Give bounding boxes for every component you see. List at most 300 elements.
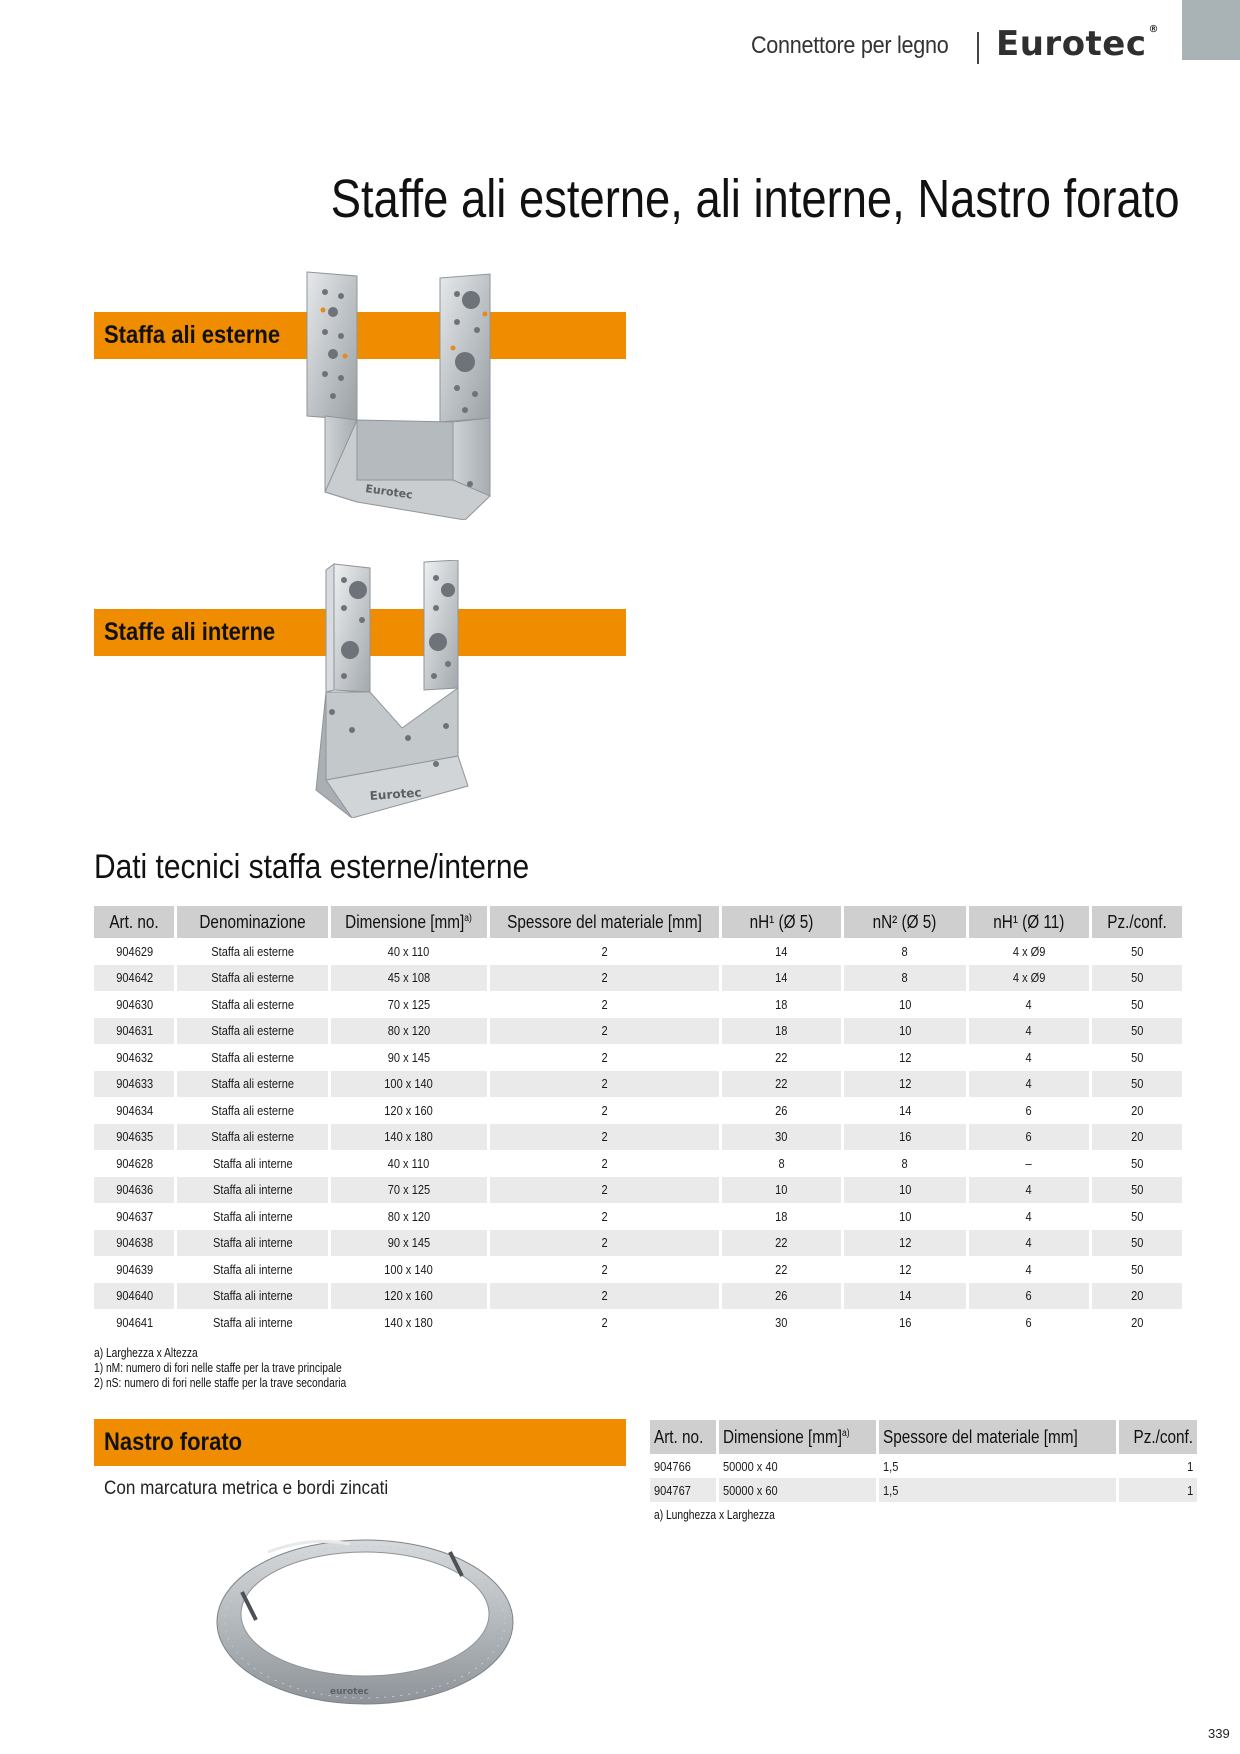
- table-cell-text: 12: [898, 1049, 911, 1065]
- table-cell: [967, 1097, 1090, 1124]
- table-cell-text: 1,5: [882, 1458, 899, 1474]
- table-cell-text: 4: [1025, 1076, 1032, 1092]
- table-cell: [94, 1283, 176, 1310]
- table-cell: [842, 1018, 967, 1045]
- table-cell: [1090, 991, 1182, 1018]
- table-cell: [720, 1230, 842, 1257]
- table-cell-text: 4 x Ø9: [1012, 970, 1046, 986]
- column-header-note: a): [842, 1427, 850, 1439]
- table-cell: [1090, 1071, 1182, 1098]
- brand-mark: ®: [1148, 24, 1160, 35]
- column-header: [176, 906, 329, 938]
- table-cell: [94, 1097, 176, 1124]
- table-cell-text: Staffa ali interne: [212, 1261, 293, 1277]
- table-cell-text: 2: [601, 1235, 608, 1251]
- footnotes: [94, 1346, 346, 1391]
- hanger-external-image: [305, 270, 495, 520]
- table-cell: [176, 1018, 329, 1045]
- table-cell-text: 904641: [115, 1314, 153, 1330]
- column-header-text: Pz./conf.: [1133, 1426, 1194, 1447]
- table-cell: [842, 991, 967, 1018]
- table-cell-text: 8: [901, 943, 908, 959]
- table-cell-text: 50: [1130, 1235, 1144, 1251]
- hanger-internal-logo: Eurotec: [369, 785, 422, 803]
- table-cell: [842, 1283, 967, 1310]
- table-cell: [488, 1309, 720, 1336]
- table-cell: [1090, 1150, 1182, 1177]
- table-cell: [488, 1097, 720, 1124]
- table-row: [94, 1071, 1182, 1098]
- table-cell: [94, 1044, 176, 1071]
- hanger-internal-image: [308, 560, 473, 818]
- column-header: [1118, 1420, 1198, 1454]
- column-header: [842, 906, 967, 938]
- table-cell: [176, 1230, 329, 1257]
- table-cell: [488, 1203, 720, 1230]
- table-row: [94, 1283, 1182, 1310]
- page-title: Staffe ali esterne, ali interne, Nastro forato: [331, 169, 1180, 229]
- column-header-text: Dimensione [mm]: [345, 911, 465, 932]
- table-cell-text: 50: [1130, 1023, 1144, 1039]
- table-cell-text: 30: [775, 1129, 788, 1145]
- table-cell-text: 904631: [115, 1023, 153, 1039]
- table-cell-text: 20: [1130, 1102, 1144, 1118]
- table-cell: [1090, 1203, 1182, 1230]
- header-divider: [977, 32, 979, 64]
- table-cell-text: 4 x Ø9: [1012, 943, 1046, 959]
- table-cell: [967, 1044, 1090, 1071]
- table-cell-text: 80 x 120: [387, 1208, 431, 1224]
- table-cell-text: 50: [1130, 1208, 1144, 1224]
- table-row: [650, 1478, 1197, 1502]
- table-cell: [1090, 1097, 1182, 1124]
- table-cell: [842, 1309, 967, 1336]
- table-cell: [488, 1150, 720, 1177]
- table-cell-text: 2: [601, 943, 608, 959]
- column-header-note: a): [464, 912, 473, 924]
- table-cell-text: 2: [601, 1102, 608, 1118]
- table-cell-text: 10: [775, 1182, 788, 1198]
- table-cell-text: 904633: [115, 1076, 153, 1092]
- table-cell-text: 70 x 125: [387, 1182, 431, 1198]
- table-cell: [176, 1071, 329, 1098]
- table-cell: [488, 965, 720, 992]
- table-cell-text: 22: [775, 1261, 788, 1277]
- table-cell: [94, 1124, 176, 1151]
- table-cell-text: 904637: [115, 1208, 153, 1224]
- hanger-external-logo: Eurotec: [364, 482, 414, 502]
- column-header-label: [654, 1427, 703, 1448]
- table-cell: [94, 1256, 176, 1283]
- header-section: Connettore per legno: [750, 32, 948, 59]
- table-cell: [329, 1097, 488, 1124]
- table-row: [94, 1044, 1182, 1071]
- table-cell-text: 10: [898, 1208, 911, 1224]
- table-cell-text: 1,5: [882, 1482, 899, 1498]
- nastro-footnote: a) Lunghezza x Larghezza: [654, 1508, 775, 1522]
- corner-tab: [1182, 0, 1240, 60]
- table-row: [94, 938, 1182, 965]
- brand-logo: [996, 24, 1159, 64]
- table-cell: [329, 1256, 488, 1283]
- column-header-text: Dimensione [mm]: [723, 1426, 843, 1447]
- table-cell-text: 140 x 180: [384, 1129, 434, 1145]
- table-cell: [718, 1454, 878, 1478]
- table-cell-text: 16: [898, 1314, 911, 1330]
- column-header: [1090, 906, 1182, 938]
- page-number: 339: [1208, 1726, 1230, 1741]
- table-cell-text: 2: [601, 1261, 608, 1277]
- table-cell-text: 8: [901, 970, 908, 986]
- table-cell: [488, 1044, 720, 1071]
- table-cell: [842, 1203, 967, 1230]
- column-header: [94, 906, 176, 938]
- table-cell-text: Staffa ali interne: [212, 1155, 293, 1171]
- table-cell-text: 40 x 110: [388, 1155, 430, 1171]
- table-cell-text: Staffa ali esterne: [211, 943, 295, 959]
- column-header-label: [749, 912, 813, 933]
- table-cell-text: 50000 x 60: [723, 1482, 778, 1498]
- table-cell-text: 50: [1130, 1049, 1144, 1065]
- table-cell: [176, 938, 329, 965]
- table-cell-text: 70 x 125: [387, 996, 431, 1012]
- table-cell-text: Staffa ali interne: [212, 1288, 293, 1304]
- table-cell: [176, 1097, 329, 1124]
- table-cell-text: 4: [1025, 1261, 1032, 1277]
- table-cell-text: 10: [898, 1023, 911, 1039]
- table-cell: [720, 991, 842, 1018]
- table-cell-text: 904634: [115, 1102, 153, 1118]
- table-cell-text: 100 x 140: [384, 1076, 434, 1092]
- column-header: [650, 1420, 718, 1454]
- footnote: 2) nS: numero di fori nelle staffe per la trave secondaria: [94, 1376, 347, 1390]
- table-cell-text: 30: [775, 1314, 788, 1330]
- table-cell: [967, 1124, 1090, 1151]
- table-cell-text: 120 x 160: [384, 1288, 434, 1304]
- table-cell-text: Staffa ali esterne: [211, 1023, 295, 1039]
- table-cell: [94, 1309, 176, 1336]
- table-cell-text: 904639: [115, 1261, 153, 1277]
- table-cell: [488, 1071, 720, 1098]
- table-cell-text: 50000 x 40: [723, 1458, 778, 1474]
- tech-data-table: [94, 906, 1182, 1336]
- column-header: [329, 906, 488, 938]
- table-cell: [1090, 1018, 1182, 1045]
- table-cell-text: Staffa ali interne: [212, 1182, 293, 1198]
- table-cell: [720, 1124, 842, 1151]
- table-row: [94, 1124, 1182, 1151]
- table-body: [650, 1454, 1197, 1502]
- table-cell-text: 12: [898, 1261, 911, 1277]
- table-cell: [329, 1230, 488, 1257]
- table-cell: [329, 965, 488, 992]
- table-cell: [1090, 938, 1182, 965]
- footnote: 1) nM: numero di fori nelle staffe per la trave principale: [94, 1361, 342, 1375]
- table-cell-text: 2: [601, 1182, 608, 1198]
- table-cell: [842, 1044, 967, 1071]
- table-row: [94, 1309, 1182, 1336]
- perforated-band-image: [210, 1530, 520, 1710]
- table-cell: [720, 1097, 842, 1124]
- table-cell: [94, 965, 176, 992]
- table-row: [94, 1203, 1182, 1230]
- table-cell-text: 904640: [115, 1288, 153, 1304]
- table-cell: [720, 1309, 842, 1336]
- table-header-row: [94, 906, 1182, 938]
- table-cell-text: 20: [1130, 1314, 1144, 1330]
- table-cell-text: Staffa ali interne: [212, 1314, 293, 1330]
- table-cell-text: 18: [775, 996, 788, 1012]
- table-cell: [488, 938, 720, 965]
- table-cell: [967, 991, 1090, 1018]
- table-cell: [842, 1150, 967, 1177]
- table-cell-text: 18: [775, 1023, 788, 1039]
- table-cell: [720, 1177, 842, 1204]
- table-cell: [967, 965, 1090, 992]
- table-cell-text: 6: [1025, 1288, 1032, 1304]
- table-cell-text: 10: [898, 996, 911, 1012]
- table-cell: [967, 1177, 1090, 1204]
- table-cell-text: 2: [601, 1288, 608, 1304]
- table-cell-text: 1: [1186, 1458, 1194, 1474]
- table-cell: [720, 1150, 842, 1177]
- table-cell: [329, 991, 488, 1018]
- table-cell-text: 6: [1025, 1102, 1032, 1118]
- column-header-text: Art. no.: [654, 1426, 704, 1447]
- column-header-text: Spessore del materiale [mm]: [506, 911, 702, 932]
- table-body: [94, 938, 1182, 1336]
- table-cell-text: 904642: [115, 970, 153, 986]
- column-header-text: nN² (Ø 5): [872, 911, 937, 932]
- table-cell-text: 904636: [115, 1182, 153, 1198]
- table-cell: [176, 1044, 329, 1071]
- column-header-label: [883, 1427, 1078, 1448]
- table-cell-text: 6: [1025, 1314, 1032, 1330]
- table-cell: [329, 1071, 488, 1098]
- table-cell: [842, 1124, 967, 1151]
- table-cell: [842, 1097, 967, 1124]
- table-row: [94, 1018, 1182, 1045]
- column-header-text: nH¹ (Ø 11): [993, 911, 1065, 932]
- nastro-table: [650, 1420, 1197, 1502]
- table-cell-text: 14: [775, 970, 788, 986]
- table-cell-text: Staffa ali esterne: [211, 1076, 295, 1092]
- table-cell-text: 50: [1130, 943, 1144, 959]
- table-cell: [94, 938, 176, 965]
- column-header-text: Denominazione: [199, 911, 306, 932]
- table-cell-text: 16: [898, 1129, 911, 1145]
- table-cell-text: 26: [775, 1288, 788, 1304]
- table-cell-text: 12: [898, 1076, 911, 1092]
- table-cell: [720, 1256, 842, 1283]
- table-cell: [967, 1283, 1090, 1310]
- table-cell-text: 904767: [654, 1482, 691, 1498]
- table-cell-text: 50: [1130, 1261, 1144, 1277]
- table-cell: [176, 991, 329, 1018]
- column-header-label: [1107, 912, 1167, 933]
- table-cell: [176, 1150, 329, 1177]
- table-cell: [720, 965, 842, 992]
- table-row: [94, 1150, 1182, 1177]
- table-cell-text: 26: [775, 1102, 788, 1118]
- table-cell-text: 120 x 160: [384, 1102, 434, 1118]
- table-cell: [329, 938, 488, 965]
- column-header: [488, 906, 720, 938]
- tech-data-title: Dati tecnici staffa esterne/interne: [94, 848, 530, 886]
- table-cell: [488, 1177, 720, 1204]
- table-cell-text: 4: [1025, 1049, 1032, 1065]
- table-cell-text: Staffa ali interne: [212, 1235, 293, 1251]
- table-row: [94, 965, 1182, 992]
- section-title-esterne: Staffa ali esterne: [104, 321, 281, 349]
- section-title-interne: Staffe ali interne: [104, 618, 276, 646]
- table-cell-text: 2: [601, 1155, 608, 1171]
- table-cell: [967, 1230, 1090, 1257]
- table-cell: [329, 1150, 488, 1177]
- table-cell: [720, 1283, 842, 1310]
- table-cell: [1090, 1309, 1182, 1336]
- column-header-label: [1134, 1427, 1194, 1448]
- table-cell-text: Staffa ali esterne: [211, 1049, 295, 1065]
- column-header: [718, 1420, 878, 1454]
- table-cell-text: 8: [778, 1155, 785, 1171]
- section-bar-nastro: [94, 1419, 626, 1466]
- table-cell-text: 22: [775, 1235, 788, 1251]
- table-cell-text: 50: [1130, 996, 1144, 1012]
- table-cell-text: 20: [1130, 1129, 1144, 1145]
- table-cell-text: 90 x 145: [387, 1235, 431, 1251]
- table-cell: [94, 1150, 176, 1177]
- table-cell-text: 20: [1130, 1288, 1144, 1304]
- table-cell: [967, 1309, 1090, 1336]
- table-cell-text: Staffa ali esterne: [211, 996, 295, 1012]
- table-cell-text: 904629: [115, 943, 153, 959]
- table-cell: [329, 1309, 488, 1336]
- table-cell-text: 40 x 110: [388, 943, 430, 959]
- table-cell: [488, 1124, 720, 1151]
- table-cell: [1118, 1478, 1198, 1502]
- column-header-label: [873, 912, 937, 933]
- table-cell: [176, 1283, 329, 1310]
- table-cell: [176, 1203, 329, 1230]
- table-cell: [842, 1230, 967, 1257]
- table-cell-text: 904628: [115, 1155, 153, 1171]
- table-cell: [488, 1018, 720, 1045]
- table-cell: [842, 938, 967, 965]
- table-cell-text: 140 x 180: [384, 1314, 434, 1330]
- table-row: [94, 1256, 1182, 1283]
- table-cell: [877, 1454, 1117, 1478]
- table-cell: [842, 965, 967, 992]
- table-cell: [967, 1150, 1090, 1177]
- table-cell-text: 14: [898, 1102, 911, 1118]
- table-cell-text: 6: [1025, 1129, 1032, 1145]
- table-cell: [488, 1230, 720, 1257]
- table-cell: [967, 1203, 1090, 1230]
- table-cell: [329, 1124, 488, 1151]
- table-cell-text: 2: [601, 1076, 608, 1092]
- table-cell-text: 4: [1025, 1208, 1032, 1224]
- table-cell: [176, 1177, 329, 1204]
- column-header-label: [110, 912, 159, 933]
- table-cell-text: 904632: [115, 1049, 153, 1065]
- table-cell: [842, 1071, 967, 1098]
- table-cell-text: 22: [775, 1076, 788, 1092]
- brand-name: Eurotec: [996, 24, 1147, 64]
- table-cell: [967, 1018, 1090, 1045]
- table-cell-text: 50: [1130, 1182, 1144, 1198]
- column-header-label: [200, 912, 306, 933]
- table-cell-text: Staffa ali interne: [212, 1208, 293, 1224]
- column-header-label: [723, 1427, 850, 1448]
- table-cell: [329, 1044, 488, 1071]
- table-cell: [842, 1256, 967, 1283]
- table-cell: [1090, 1044, 1182, 1071]
- table-cell-text: 2: [601, 1049, 608, 1065]
- table-cell-text: 2: [601, 1023, 608, 1039]
- column-header-label: [507, 912, 702, 933]
- table-cell: [329, 1177, 488, 1204]
- table-cell: [329, 1203, 488, 1230]
- table-cell: [176, 1124, 329, 1151]
- table-cell: [176, 965, 329, 992]
- table-cell-text: 904638: [115, 1235, 153, 1251]
- table-cell-text: 2: [601, 970, 608, 986]
- table-row: [94, 1230, 1182, 1257]
- table-cell: [720, 1018, 842, 1045]
- table-cell: [329, 1283, 488, 1310]
- table-row: [650, 1454, 1197, 1478]
- table-cell: [720, 938, 842, 965]
- table-cell: [877, 1478, 1117, 1502]
- table-cell-text: 18: [775, 1208, 788, 1224]
- table-cell-text: 14: [898, 1288, 911, 1304]
- table-cell: [1090, 1230, 1182, 1257]
- table-cell: [176, 1309, 329, 1336]
- table-cell: [718, 1478, 878, 1502]
- table-cell-text: 10: [898, 1182, 911, 1198]
- table-row: [94, 1177, 1182, 1204]
- table-cell-text: 90 x 145: [387, 1049, 431, 1065]
- table-cell-text: 80 x 120: [387, 1023, 431, 1039]
- table-row: [94, 1097, 1182, 1124]
- table-cell: [1090, 1283, 1182, 1310]
- column-header: [877, 1420, 1117, 1454]
- table-cell-text: 904630: [115, 996, 153, 1012]
- table-cell: [1118, 1454, 1198, 1478]
- table-cell-text: 50: [1130, 1076, 1144, 1092]
- table-cell: [1090, 1177, 1182, 1204]
- table-cell: [94, 1018, 176, 1045]
- column-header-text: Pz./conf.: [1107, 911, 1167, 932]
- table-cell: [488, 1283, 720, 1310]
- table-cell: [94, 1230, 176, 1257]
- table-cell: [1090, 965, 1182, 992]
- table-cell-text: 8: [901, 1155, 908, 1171]
- table-cell-text: 12: [898, 1235, 911, 1251]
- table-cell-text: 1: [1186, 1482, 1194, 1498]
- table-cell-text: Staffa ali esterne: [211, 1129, 295, 1145]
- table-cell-text: 2: [601, 1208, 608, 1224]
- column-header: [967, 906, 1090, 938]
- table-header-row: [650, 1420, 1197, 1454]
- table-cell: [967, 938, 1090, 965]
- table-cell: [842, 1177, 967, 1204]
- table-cell: [1090, 1124, 1182, 1151]
- table-cell-text: 2: [601, 1314, 608, 1330]
- table-cell-text: 904766: [654, 1458, 691, 1474]
- table-cell: [329, 1018, 488, 1045]
